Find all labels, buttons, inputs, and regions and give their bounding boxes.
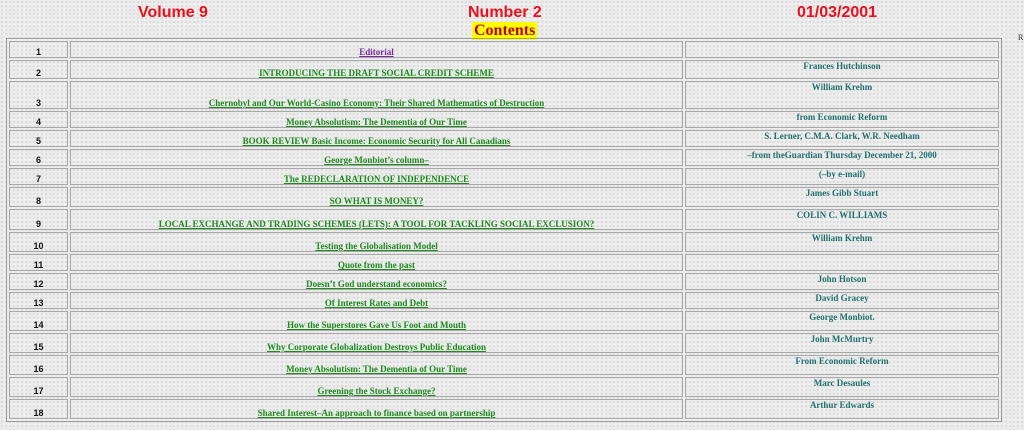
- article-title-link[interactable]: INTRODUCING THE DRAFT SOCIAL CREDIT SCHEME: [259, 68, 494, 78]
- article-title-cell: [70, 111, 683, 128]
- edge-clipped-text: R: [1018, 33, 1024, 42]
- contents-table: [6, 38, 1002, 422]
- article-author: David Gracey: [685, 292, 999, 309]
- article-author: S. Lerner, C.M.A. Clark, W.R. Needham: [685, 130, 999, 147]
- article-title-link[interactable]: Doesn’t God understand economics?: [306, 279, 447, 289]
- article-title-cell: [70, 355, 683, 375]
- article-author: (–by e-mail): [685, 168, 999, 185]
- article-author: Marc Desaules: [685, 377, 999, 397]
- table-row: [9, 355, 999, 375]
- table-row: [9, 168, 999, 185]
- table-row: [9, 399, 999, 419]
- table-row: [9, 292, 999, 309]
- article-title-link[interactable]: How the Superstores Gave Us Foot and Mouth: [286, 320, 467, 330]
- table-row: [9, 130, 999, 147]
- article-title-cell: [70, 232, 683, 252]
- table-row: [9, 311, 999, 331]
- article-number: 12: [9, 273, 68, 290]
- article-author: [685, 254, 999, 271]
- article-number: 11: [9, 254, 68, 271]
- article-author: James Gibb Stuart: [685, 187, 999, 207]
- article-title-cell: [70, 130, 683, 147]
- article-author: [685, 41, 999, 58]
- article-title-cell: [70, 81, 683, 109]
- table-row: [9, 41, 999, 58]
- table-row: [9, 377, 999, 397]
- article-author: Arthur Edwards: [685, 399, 999, 419]
- article-title-link[interactable]: LOCAL EXCHANGE AND TRADING SCHEMES (LETS): A TOOL FOR TACKLING SOCIAL EXCLUSION?: [158, 219, 595, 229]
- article-title-link[interactable]: Money Absolutism: The Dementia of Our Time: [286, 117, 467, 127]
- table-row: [9, 149, 999, 166]
- article-author: George Monbiot.: [685, 311, 999, 331]
- article-title-cell: [70, 292, 683, 309]
- volume-label: Volume 9: [138, 4, 208, 21]
- article-title-link[interactable]: Shared Interest–An approach to finance based on partnership: [257, 408, 496, 418]
- table-row: [9, 187, 999, 207]
- article-number: 14: [9, 311, 68, 331]
- article-title-link[interactable]: Editorial: [359, 47, 394, 57]
- article-title-cell: [70, 273, 683, 290]
- article-title-link[interactable]: BOOK REVIEW Basic Income: Economic Security for All Canadians: [242, 136, 511, 146]
- article-author: –from theGuardian Thursday December 21, 2000: [685, 149, 999, 166]
- article-number: 6: [9, 149, 68, 166]
- article-number: 3: [9, 81, 68, 109]
- article-title-cell: [70, 187, 683, 207]
- article-author: from Economic Reform: [685, 111, 999, 128]
- article-author: COLIN C. WILLIAMS: [685, 209, 999, 230]
- article-author: Frances Hutchinson: [685, 60, 999, 79]
- article-number: 18: [9, 399, 68, 419]
- article-author: John Hotson: [685, 273, 999, 290]
- table-row: [9, 333, 999, 353]
- article-number: 7: [9, 168, 68, 185]
- table-row: [9, 232, 999, 252]
- article-title-cell: [70, 311, 683, 331]
- article-title-link[interactable]: The REDECLARATION OF INDEPENDENCE: [283, 174, 470, 184]
- article-title-cell: [70, 377, 683, 397]
- article-title-cell: [70, 41, 683, 58]
- article-title-link[interactable]: SO WHAT IS MONEY?: [329, 196, 424, 206]
- article-number: 1: [9, 41, 68, 58]
- article-title-link[interactable]: Why Corporate Globalization Destroys Public Education: [266, 342, 487, 352]
- article-number: 15: [9, 333, 68, 353]
- article-number: 9: [9, 209, 68, 230]
- article-title-link[interactable]: Of Interest Rates and Debt: [324, 298, 429, 308]
- article-title-link[interactable]: Testing the Globalisation Model: [315, 241, 438, 251]
- article-title-cell: [70, 168, 683, 185]
- article-number: 8: [9, 187, 68, 207]
- article-title-link[interactable]: Money Absolutism: The Dementia of Our Time: [286, 364, 467, 374]
- article-number: 10: [9, 232, 68, 252]
- article-number: 17: [9, 377, 68, 397]
- table-row: [9, 81, 999, 109]
- table-row: [9, 273, 999, 290]
- article-title-cell: [70, 333, 683, 353]
- article-number: 2: [9, 60, 68, 79]
- article-number: 16: [9, 355, 68, 375]
- article-title-cell: [70, 399, 683, 419]
- article-number: 4: [9, 111, 68, 128]
- article-author: William Krehm: [685, 232, 999, 252]
- article-title-link[interactable]: Greening the Stock Exchange?: [317, 386, 436, 396]
- number-label: Number 2: [468, 4, 542, 21]
- issue-date: 01/03/2001: [797, 4, 878, 21]
- article-title-cell: [70, 149, 683, 166]
- article-author: William Krehm: [685, 81, 999, 109]
- table-row: [9, 60, 999, 79]
- contents-table-body: [9, 41, 999, 419]
- table-row: [9, 209, 999, 230]
- article-title-cell: [70, 254, 683, 271]
- article-title-cell: [70, 60, 683, 79]
- article-number: 13: [9, 292, 68, 309]
- table-row: [9, 254, 999, 271]
- issue-header: [0, 4, 1024, 24]
- article-title-link[interactable]: George Monbiot’s column–: [324, 155, 429, 165]
- article-number: 5: [9, 130, 68, 147]
- contents-heading: Contents: [474, 22, 536, 39]
- article-author: From Economic Reform: [685, 355, 999, 375]
- article-title-link[interactable]: Quote from the past: [337, 260, 416, 270]
- article-title-cell: [70, 209, 683, 230]
- table-row: [9, 111, 999, 128]
- article-author: John McMurtry: [685, 333, 999, 353]
- article-title-link[interactable]: Chernobyl and Our World-Casino Economy: Their Shared Mathematics of Destruction: [208, 98, 545, 108]
